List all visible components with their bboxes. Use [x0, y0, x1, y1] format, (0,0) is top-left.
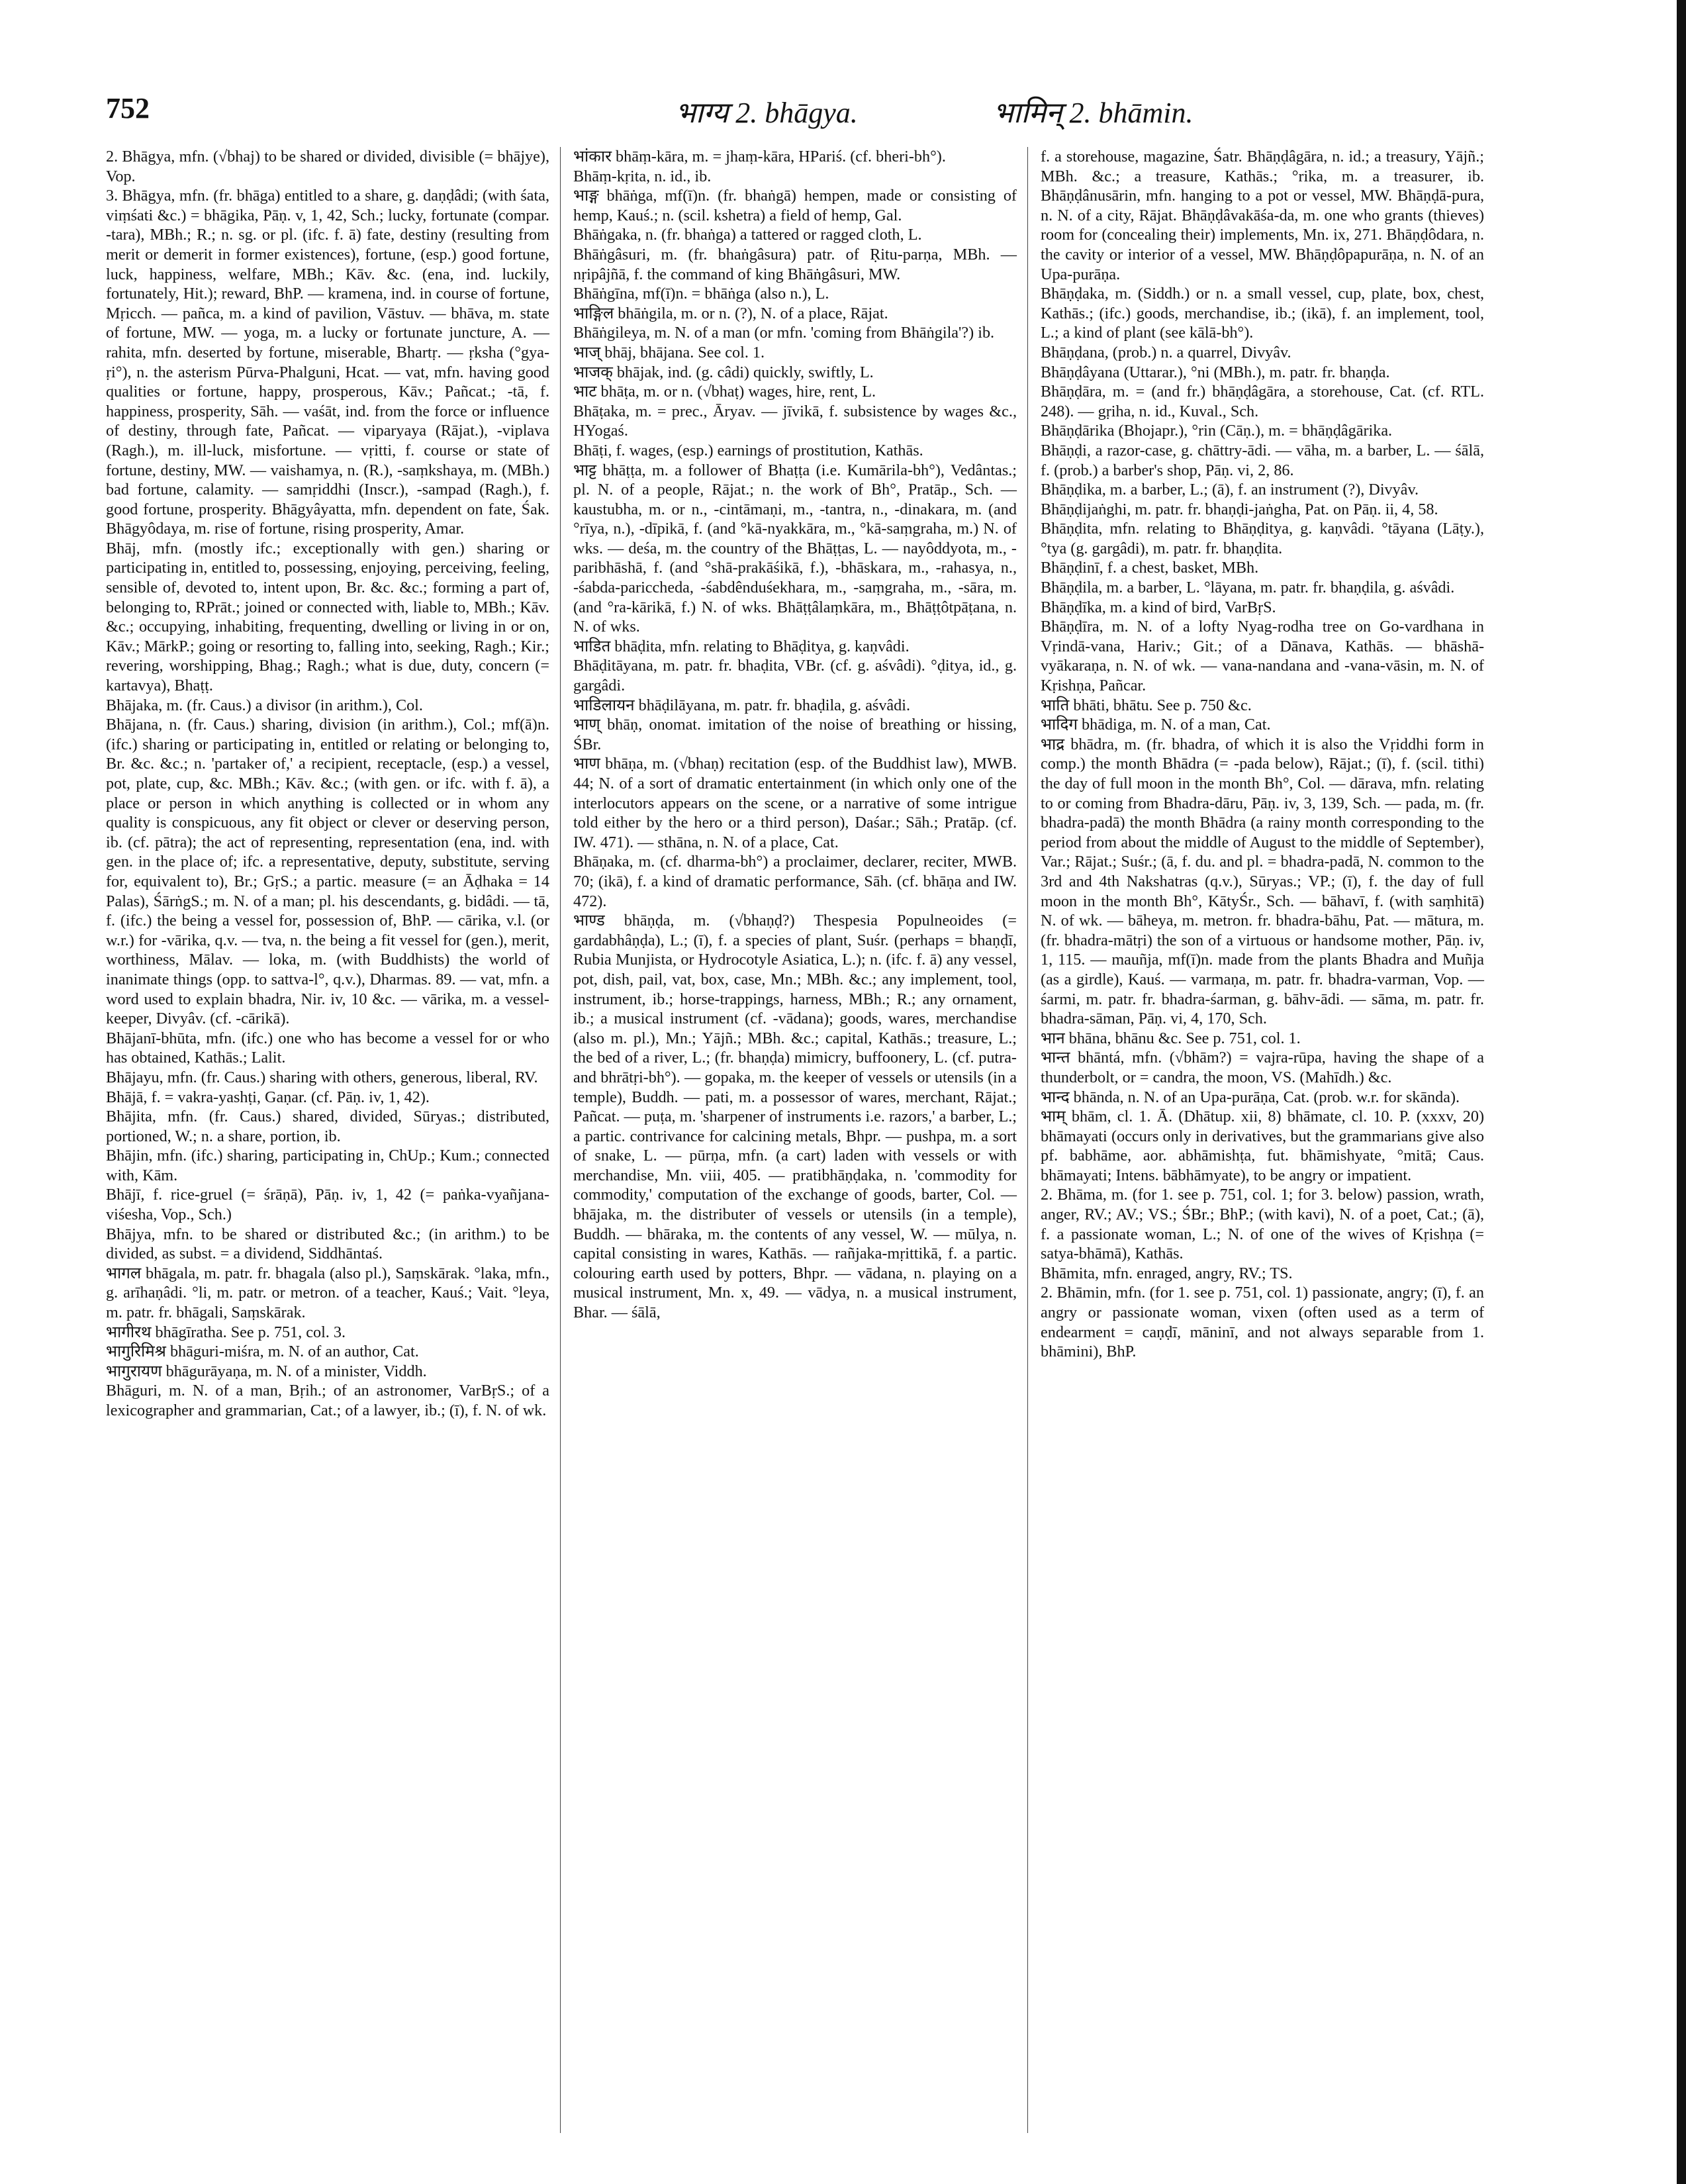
left-running-head: भाग्य 2. bhāgya. [675, 97, 858, 129]
dictionary-entry: भाज् bhāj, bhājana. See col. 1. [573, 343, 765, 361]
dictionary-entry: Bhāṅgaka, n. (fr. bhaṅga) a tattered or ragged cloth, L. [573, 226, 922, 244]
dictionary-entry: भाङ्गिल bhāṅgila, m. or n. (?), N. of a place, Rājat. [573, 304, 888, 322]
column-divider-right [1027, 147, 1028, 2133]
dictionary-entry: 2. Bhāgya, mfn. (√bhaj) to be shared or divided, divisible (= bhājye), Vop. [106, 148, 549, 185]
dictionary-entry: Bhāṇḍila, m. a barber, L. °lāyana, m. patr. fr. bhaṇḍila, g. aśvâdi. [1041, 579, 1455, 597]
dictionary-entry: भाति bhāti, bhātu. See p. 750 &c. [1041, 696, 1252, 714]
dictionary-entry: Bhāṇḍâyana (Uttarar.), °ni (MBh.), m. patr. fr. bhaṇḍa. [1041, 363, 1390, 381]
column-2 [573, 147, 1017, 1323]
dictionary-entry: Bhāṇḍīka, m. a kind of bird, VarBṛS. [1041, 598, 1276, 616]
page-edge [1677, 0, 1686, 2184]
right-running-head: भामिन् 2. bhāmin. [993, 97, 1194, 129]
dictionary-entry: भाट्ट bhāṭṭa, m. a follower of Bhaṭṭa (i.e. Kumārila-bh°), Vedântas.; pl. N. of a people, Rājat.; n. the work of Bh°, Pratāp., Sch. — kaustubha, m. or n., -cintāmaṇi, m., -tantra, n., -dinakara, m. (and °rīya, n.), -dīpikā, f. (and °kā-nyakkāra, m., °kā-saṃgraha, m.) N. of wks. — deśa, m. the country of the Bhāṭṭas, L. — nayôddyota, m., -paribhāshā, f. (and °shā-prakāśikā, f.), -bhāskara, m., -rahasya, n., -śabda-pariccheda, -śabdênduśekhara, m., -saṃgraha, m., -sāra, m. (and °ra-kārikā, f.) N. of wks. Bhāṭṭâlaṃkāra, m., Bhāṭṭôtpāṭana, n. N. of wks. [573, 461, 1017, 636]
dictionary-entry: Bhāj, mfn. (mostly ifc.; exceptionally with gen.) sharing or participating in, entitled to, possessing, enjoying, perceiving, feeling, sensible of, devoted to, intent upon, Br. &c. &c.; forming a part of, belonging to, RPrāt.; joined or connected with, liable to, MBh.; Kāv. &c.; occupying, inhabiting, frequenting, dwelling or living in or on, Kāv.; MārkP.; going or resorting to, falling into, seeking, Ragh.; Kir.; revering, worshipping, Bhag.; Ragh.; what is due, duty, concern (= kartavya), Bhaṭṭ. [106, 539, 549, 695]
dictionary-entry: Bhājin, mfn. (ifc.) sharing, participating in, ChUp.; Kum.; connected with, Kām. [106, 1147, 549, 1184]
dictionary-entry: Bhāṭaka, m. = prec., Āryav. — jīvikā, f. subsistence by wages &c., HYogaś. [573, 402, 1017, 440]
dictionary-entry: 3. Bhāgya, mfn. (fr. bhāga) entitled to a share, g. daṇḍâdi; (with śata, viṃśati &c.) = bhāgika, Pāṇ. v, 1, 42, Sch.; lucky, fortunate (compar. -tara), MBh.; R.; n. sg. or pl. (ifc. f. ā) fate, destiny (resulting from merit or demerit in former existences), fortune, (esp.) good fortune, luck, happiness, welfare, MBh.; Kāv. &c. (ena, ind. luckily, fortunately, Hit.); reward, BhP. — kramena, ind. in course of fortune, Mṛicch. — pañca, m. a kind of pavilion, Vāstuv. — bhāva, m. state of fortune, MW. — yoga, m. a lucky or fortunate juncture, A. — rahita, mfn. deserted by fortune, miserable, Bhartṛ. — ṛksha (°gya-ṛi°), n. the asterism Pūrva-Phalguni, Hcat. — vat, mfn. having good qualities or fortune, happy, prosperous, Kāv.; Pañcat.; -tā, f. happiness, prosperity, Sāh. — vaśāt, ind. from the force or influence of destiny, through fate, Pañcat. — viparyaya (Rājat.), -viplava (Ragh.), m. ill-luck, misfortune. — vṛitti, f. course or state of fortune, destiny, MW. — vaishamya, n. (R.), -saṃkshaya, m. (MBh.) bad fortune, calamity. — samṛiddhi (Inscr.), -sampad (Ragh.), f. good fortune, prosperity. Bhāgyâyatta, mfn. dependent on fate, Śak. Bhāgyôdaya, m. rise of fortune, rising prosperity, Amar. [106, 187, 549, 538]
dictionary-entry: Bhājana, n. (fr. Caus.) sharing, division (in arithm.), Col.; mf(ā)n. (ifc.) sharing or participating in, entitled or relating or belonging to, Br. &c. &c.; n. 'partaker of,' a recipient, receptacle, (esp.) a vessel, pot, plate, cup, &c. MBh.; Kāv. &c.; (with gen. or ifc. with f. ā), a place or person in which anything is collected or in whom any quality is conspicuous, any fit object or clever or deserving person, ib. (cf. pātra); the act of representing, representation (ena, ind. with gen. in the place of; ifc. a representative, deputy, substitute, serving for, equivalent to), Br.; GṛS.; a partic. measure (= an Āḍhaka = 14 Palas), ŚārṅgS.; m. N. of a man; pl. his descendants, g. bidâdi. — tā, f. (ifc.) the being a vessel for, possession of, BhP. — cārika, v.l. (or w.r.) for -vārika, q.v. — tva, n. the being a fit vessel for (gen.), merit, worthiness, Mālav. — loka, m. (with Buddhists) the world of inanimate things (opp. to sattva-l°, q.v.), Dharmas. 89. — vat, mfn. a word used to explain bhadra, Nir. iv, 10 &c. — vārika, m. a vessel-keeper, Divyâv. (cf. -cārikā). [106, 716, 549, 1028]
dictionary-entry: भाण bhāṇa, m. (√bhaṇ) recitation (esp. of the Buddhist law), MWB. 44; N. of a sort of dramatic entertainment (in which only one of the interlocutors appears on the scene, or a narrative of some intrigue told either by the hero or a third person), Daśar.; Sāh.; Pratāp. (cf. IW. 471). — sthāna, n. N. of a place, Cat. [573, 755, 1017, 851]
dictionary-entry: 2. Bhāma, m. (for 1. see p. 751, col. 1; for 3. below) passion, wrath, anger, RV.; AV.; VS.; ŚBr.; BhP.; (with kavi), N. of a poet, Cat.; (ā), f. a passionate woman, L.; N. of one of the wives of Kṛishṇa (= satya-bhāmā), Kathās. [1041, 1186, 1484, 1263]
dictionary-entry: Bhāṇḍika, m. a barber, L.; (ā), f. an instrument (?), Divyâv. [1041, 481, 1419, 499]
dictionary-entry: भाण्ड bhāṇḍa, m. (√bhaṇḍ?) Thespesia Populneoides (= gardabhâṇḍa), L.; (ī), f. a species of plant, Suśr. (perhaps = bhaṇḍī, Rubia Munjista, or Hydrocotyle Asiatica, L.); n. (ifc. f. ā) any vessel, pot, dish, pail, vat, box, case, Mn.; MBh. &c.; any implement, tool, instrument, ib.; horse-trappings, harness, MBh.; R.; any ornament, ib.; a musical instrument (cf. -vādana); goods, wares, merchandise (also m. pl.), Mn.; Yājñ.; MBh. &c.; capital, Kathās.; treasure, L.; the bed of a river, L.; (fr. bhaṇḍa) mimicry, buffoonery, L. (cf. putra- and bhrātṛi-bh°). — gopaka, m. the keeper of vessels or utensils (in a temple), Buddh. — pati, m. a possessor of wares, merchant, Rājat.; Pañcat. — puṭa, m. 'sharpener of instruments i.e. razors,' a barber, L.; a partic. contrivance for calcining metals, Bhpr. — pushpa, m. a sort of snake, L. — pūrṇa, mfn. (a cart) laden with vessels or with merchandise, Mn. viii, 405. — pratibhāṇḍaka, n. 'commodity for commodity,' computation of the exchange of goods, barter, Col. — bhājaka, m. the distributer of vessels or utensils (in a temple), Buddh. — bhāraka, m. the contents of any vessel, W. — mūlya, n. capital consisting in wares, Kathās. — rañjaka-mṛittikā, f. a partic. colouring earth used by potters, Bhpr. — vādana, n. playing on a musical instrument, Mn. x, 49. — vādya, n. a musical instrument, Bhar. — śālā, [573, 912, 1017, 1322]
dictionary-entry: भाडिलायन bhāḍilāyana, m. patr. fr. bhaḍila, g. aśvâdi. [573, 696, 911, 714]
dictionary-entry: Bhāṭi, f. wages, (esp.) earnings of prostitution, Kathās. [573, 441, 923, 459]
dictionary-entry: Bhājita, mfn. (fr. Caus.) shared, divided, Sūryas.; distributed, portioned, W.; n. a share, portion, ib. [106, 1108, 549, 1145]
dictionary-entry: Bhāṇaka, m. (cf. dharma-bh°) a proclaimer, declarer, reciter, MWB. 70; (ikā), f. a kind of dramatic performance, Sāh. (cf. bhāṇa and IW. 472). [573, 853, 1017, 910]
dictionary-entry: भान bhāna, bhānu &c. See p. 751, col. 1. [1041, 1029, 1301, 1047]
dictionary-entry: भादिग bhādiga, m. N. of a man, Cat. [1041, 716, 1271, 734]
dictionary-entry: 2. Bhāmin, mfn. (for 1. see p. 751, col. 1) passionate, angry; (ī), f. an angry or passionate woman, vixen (often used as a term of endearment = caṇḍī, māninī, and not always separable from 1. bhāmini), BhP. [1041, 1284, 1484, 1361]
dictionary-entry: Bhājā, f. = vakra-yashṭi, Gaṇar. (cf. Pāṇ. iv, 1, 42). [106, 1088, 430, 1106]
dictionary-entry: भान्द bhānda, n. N. of an Upa-purāṇa, Cat. (prob. w.r. for skānda). [1041, 1088, 1460, 1106]
dictionary-entry: Bhāṇḍīra, m. N. of a lofty Nyag-rodha tree on Go-vardhana in Vṛindā-vana, Hariv.; Git.; of a Dānava, Kathās. — bhāshā-vyākaraṇa, n. N. of wk. — vana-nandana and -vana-vāsin, m. N. of Kṛishṇa, Pañcar. [1041, 618, 1484, 695]
column-3 [1041, 147, 1484, 1362]
dictionary-entry: भाण् bhāṇ, onomat. imitation of the noise of breathing or hissing, ŚBr. [573, 716, 1017, 753]
dictionary-entry: Bhāṇḍijaṅghi, m. patr. fr. bhaṇḍi-jaṅgha, Pat. on Pāṇ. ii, 4, 58. [1041, 500, 1438, 518]
column-1 [106, 147, 549, 1421]
dictionary-entry: भाजक् bhājak, ind. (g. câdi) quickly, swiftly, L. [573, 363, 874, 381]
dictionary-entry: Bhāṇḍita, mfn. relating to Bhāṇḍitya, g. kaṇvâdi. °tāyana (Lāṭy.), °tya (g. gargâdi), m. patr. fr. bhaṇḍita. [1041, 520, 1484, 557]
dictionary-entry: भाद्र bhādra, m. (fr. bhadra, of which it is also the Vṛiddhi form in comp.) the month Bhādra (= -pada below), Rājat.; (ī), f. (scil. tithi) the day of full moon in the month Bh°, Col. — dārava, mfn. relating to or coming from Bhadra-dāru, Pāṇ. iv, 3, 139, Sch. — pada, m. (fr. bhadra-padā) the month Bhādra (a rainy month corresponding to the period from about the middle of August to the middle of September), Var.; Rājat.; Suśr.; (ā, f. du. and pl. = bhadra-padā, N. common to the 3rd and 4th Nakshatras (q.v.), Sūryas.; VP.; (ī), f. the day of full moon in the month Bh°, KātyŚr., Sch. — bāhavī, f. (with saṃhitā) N. of wk. — bāheya, m. metron. fr. bhadra-bāhu, Pat. — mātura, m. (fr. bhadra-mātṛi) the son of a virtuous or handsome mother, Pāṇ. iv, 1, 115. — mauñja, mf(ī)n. made from the plants Bhadra and Muñja (as a girdle), Kauś. — varmaṇa, m. patr. fr. bhadra-varman, Vop. — śarmi, m. patr. fr. bhadra-śarman, g. bāhv-ādi. — sāma, m. patr. fr. bhadra-sāman, Pāṇ. vi, 4, 170, Sch. [1041, 735, 1484, 1028]
dictionary-entry: Bhāṇḍinī, f. a chest, basket, MBh. [1041, 559, 1259, 577]
dictionary-entry: भागुरिमिश्र bhāguri-miśra, m. N. of an author, Cat. [106, 1343, 419, 1361]
dictionary-entry: Bhāṇḍi, a razor-case, g. chāttry-ādi. — vāha, m. a barber, L. — śālā, f. (prob.) a barber's shop, Pāṇ. vi, 2, 86. [1041, 441, 1484, 479]
dictionary-entry: Bhāṇḍāra, m. = (and fr.) bhāṇḍâgāra, a storehouse, Cat. (cf. RTL. 248). — gṛiha, n. id., Kuval., Sch. [1041, 383, 1484, 420]
dictionary-entry: f. a storehouse, magazine, Śatr. Bhāṇḍâgāra, n. id.; a treasury, Yājñ.; MBh. &c.; a treasure, Kathās.; °rika, m. a treasurer, ib. Bhāṇḍânusārin, mfn. hanging to a pot or vessel, MW. Bhāṇḍā-pura, n. N. of a city, Rājat. Bhāṇḍâvakāśa-da, m. one who grants (thieves) room for (concealing their) implements, Mn. ix, 271. Bhāṇḍôdara, n. the cavity or interior of a vessel, MW. Bhāṇḍôpapurāṇa, n. N. of an Upa-purāṇa. [1041, 148, 1484, 283]
dictionary-entry: Bhājī, f. rice-gruel (= śrāṇā), Pāṇ. iv, 1, 42 (= paṅka-vyañjana-viśesha, Vop., Sch.) [106, 1186, 549, 1224]
dictionary-entry: Bhāṇḍaka, m. (Siddh.) or n. a small vessel, cup, plate, box, chest, Kathās.; (ifc.) goods, merchandise, ib.; (ikā), f. an implement, tool, L.; a kind of plant (see kālā-bh°). [1041, 285, 1484, 342]
dictionary-entry: भाट bhāṭa, m. or n. (√bhaṭ) wages, hire, rent, L. [573, 383, 876, 401]
dictionary-entry: भान्त bhāntá, mfn. (√bhām?) = vajra-rūpa, having the shape of a thunderbolt, or = candra, the moon, VS. (Mahīdh.) &c. [1041, 1049, 1484, 1086]
column-divider-left [560, 147, 561, 2133]
dictionary-entry: Bhāṇḍana, (prob.) n. a quarrel, Divyâv. [1041, 343, 1291, 361]
dictionary-entry: Bhājayu, mfn. (fr. Caus.) sharing with others, generous, liberal, RV. [106, 1068, 538, 1086]
dictionary-entry: Bhājya, mfn. to be shared or distributed &c.; (in arithm.) to be divided, as subst. = a dividend, Siddhāntaś. [106, 1225, 549, 1263]
dictionary-entry: भाङ्ग bhāṅga, mf(ī)n. (fr. bhaṅgā) hempen, made or consisting of hemp, Kauś.; n. (scil. kshetra) a field of hemp, Gal. [573, 187, 1017, 224]
dictionary-entry: भागुरायण bhāgurāyaṇa, m. N. of a minister, Viddh. [106, 1362, 427, 1380]
dictionary-entry: Bhāmita, mfn. enraged, angry, RV.; TS. [1041, 1264, 1293, 1282]
dictionary-entry: Bhājanī-bhūta, mfn. (ifc.) one who has become a vessel for or who has obtained, Kathās.; Lalit. [106, 1029, 549, 1067]
dictionary-entry: Bhājaka, m. (fr. Caus.) a divisor (in arithm.), Col. [106, 696, 423, 714]
dictionary-entry: भागीरथ bhāgīratha. See p. 751, col. 3. [106, 1323, 346, 1341]
dictionary-entry: भाडित bhāḍita, mfn. relating to Bhāḍitya, g. kaṇvâdi. [573, 637, 910, 655]
dictionary-entry: भाम् bhām, cl. 1. Ā. (Dhātup. xii, 8) bhāmate, cl. 10. P. (xxxv, 20) bhāmayati (occurs only in derivatives, but the grammarians give also pf. babhāme, aor. abhāmishṭa, fut. bhāmishyate, °mitā; Caus. bhāmayati; Intens. bābhāmyate), to be angry or impatient. [1041, 1108, 1484, 1184]
page-number: 752 [106, 92, 150, 124]
dictionary-entry: भांकार bhāṃ-kāra, m. = jhaṃ-kāra, HPariś. (cf. bheri-bh°). [573, 148, 946, 166]
page-header [106, 91, 1536, 138]
dictionary-entry: Bhāḍitāyana, m. patr. fr. bhaḍita, VBr. (cf. g. aśvâdi). °ḍitya, id., g. gargâdi. [573, 657, 1017, 695]
dictionary-entry: Bhāguri, m. N. of a man, Bṛih.; of an astronomer, VarBṛS.; of a lexicographer and grammarian, Cat.; of a lawyer, ib.; (ī), f. N. of wk. [106, 1382, 549, 1419]
dictionary-entry: Bhāṅgīna, mf(ī)n. = bhāṅga (also n.), L. [573, 285, 829, 303]
dictionary-entry: भागल bhāgala, m. patr. fr. bhagala (also pl.), Saṃskārak. °laka, mfn., g. arīhaṇâdi. °li, m. patr. or metron. of a teacher, Kauś.; Vait. °leya, m. patr. fr. bhāgali, Saṃskārak. [106, 1264, 549, 1322]
dictionary-entry: Bhāṅgâsuri, m. (fr. bhaṅgâsura) patr. of Ṛitu-parṇa, MBh. — nṛipâjñā, f. the command of king Bhāṅgâsuri, MW. [573, 245, 1017, 283]
dictionary-entry: Bhāṃ-kṛita, n. id., ib. [573, 167, 712, 185]
dictionary-entry: Bhāṅgileya, m. N. of a man (or mfn. 'coming from Bhāṅgila'?) ib. [573, 324, 995, 342]
dictionary-entry: Bhāṇḍārika (Bhojapr.), °rin (Cāṇ.), m. = bhāṇḍâgārika. [1041, 422, 1393, 440]
